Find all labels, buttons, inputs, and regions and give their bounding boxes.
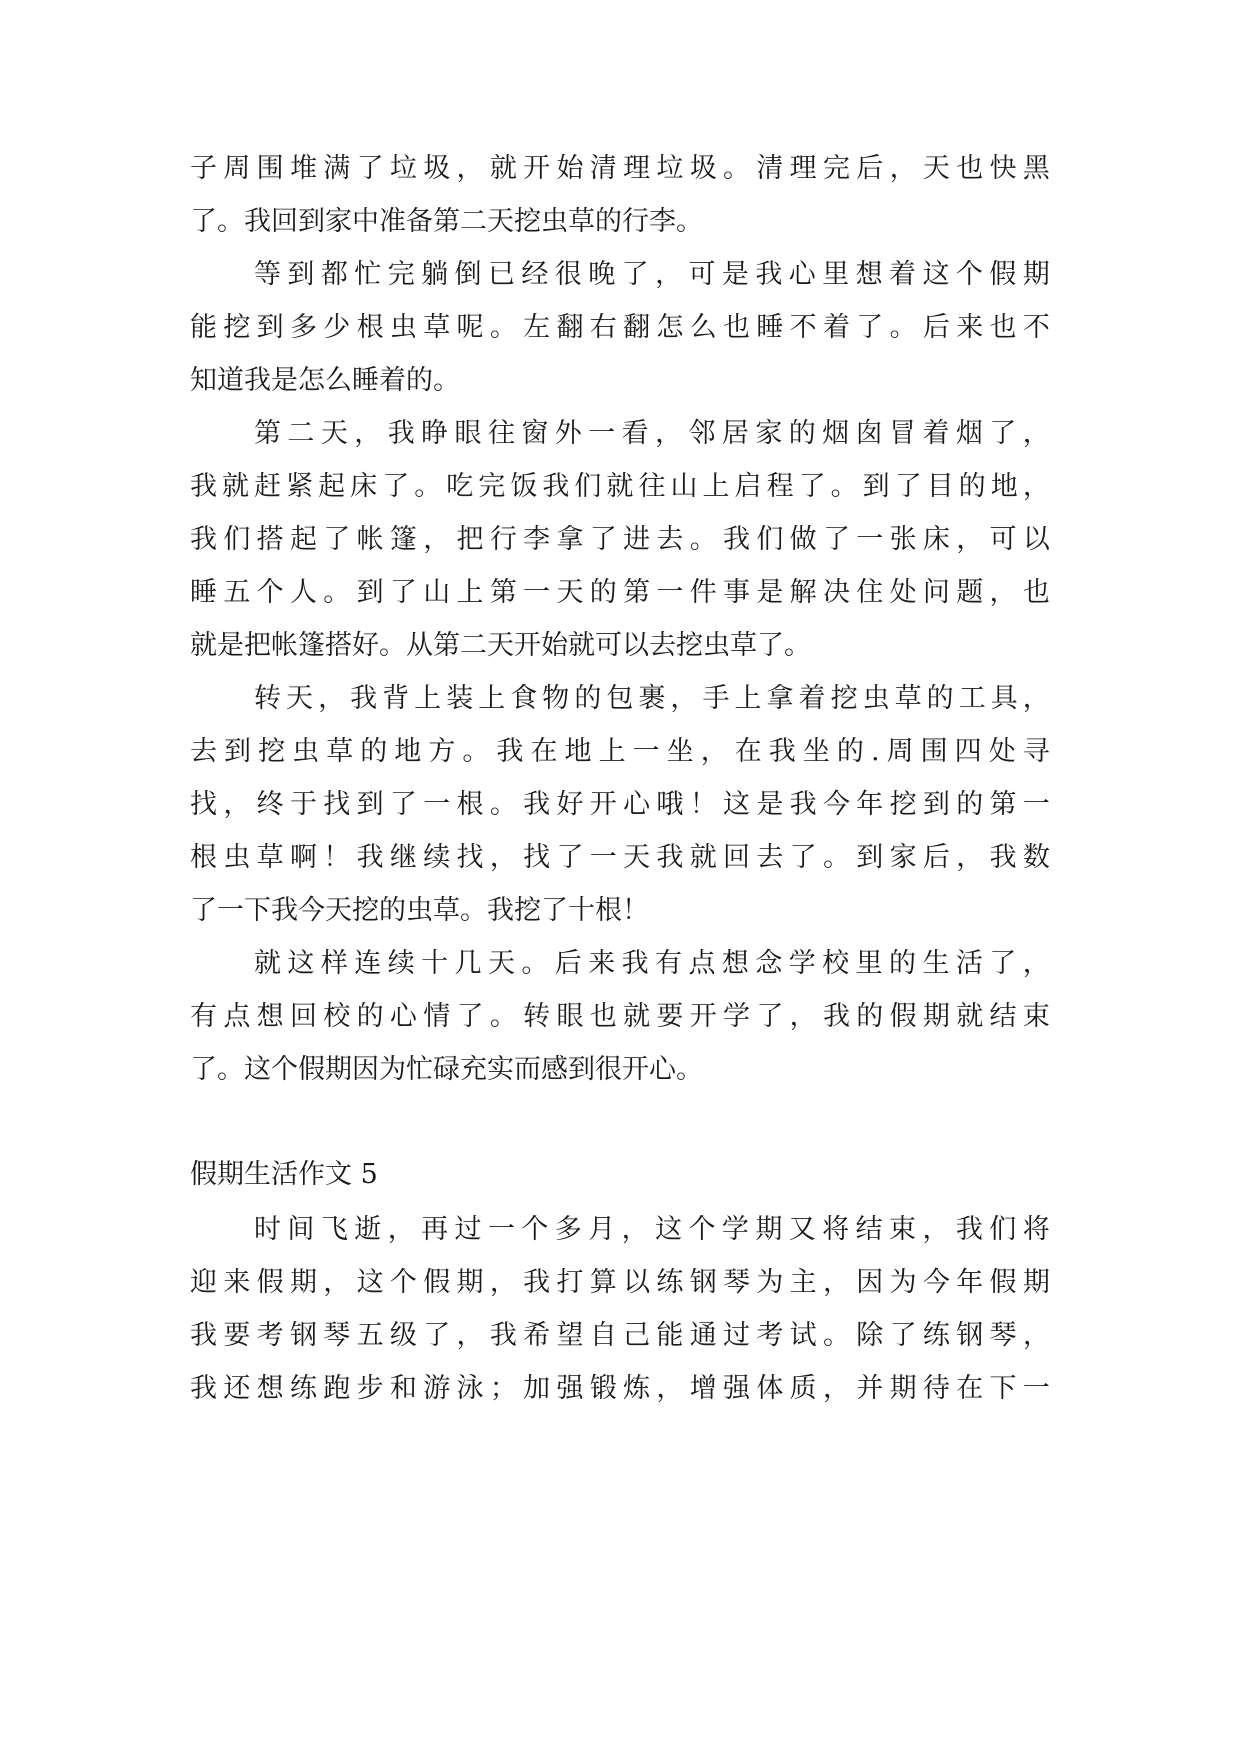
text-line: 我 还 想 练 跑 步 和 游 泳 ； 加 强 锻 炼 ， 增 强 体 质 ， 并 期 待 在 下 一 [190, 1373, 1050, 1404]
text-line: 去 到 挖 虫 草 的 地 方 。 我 在 地 上 一 坐 ， 在 我 坐 的 . 周 围 四 处 寻 [190, 736, 1050, 767]
text-line: 我 们 搭 起 了 帐 篷 ， 把 行 李 拿 了 进 去 。 我 们 做 了 一 张 床 ， 可 以 [190, 524, 1050, 555]
text-line: 了。这个假期因为忙碌充实而感到很开心。 [190, 1054, 703, 1085]
text-line: 迎 来 假 期 ， 这 个 假 期 ， 我 打 算 以 练 钢 琴 为 主 ， 因 为 今 年 假 期 [190, 1267, 1050, 1298]
text-line: 找 ， 终 于 找 到 了 一 根 。 我 好 开 心 哦 ！ 这 是 我 今 年 挖 到 的 第 一 [190, 789, 1050, 820]
text-line: 就是把帐篷搭好。从第二天开始就可以去挖虫草了。 [190, 630, 811, 661]
text-line: 睡 五 个 人 。 到 了 山 上 第 一 天 的 第 一 件 事 是 解 决 住 处 问 题 ， 也 [190, 577, 1050, 608]
text-line: 知道我是怎么睡着的。 [190, 365, 460, 396]
text-line: 转 天 ， 我 背 上 装 上 食 物 的 包 裹 ， 手 上 拿 着 挖 虫 草 的 工 具 ， [254, 683, 1050, 714]
text-line: 等 到 都 忙 完 躺 倒 已 经 很 晚 了 ， 可 是 我 心 里 想 着 这 个 假 期 [254, 259, 1050, 290]
text-line: 有 点 想 回 校 的 心 情 了 。 转 眼 也 就 要 开 学 了 ， 我 的 假 期 就 结 束 [190, 1001, 1050, 1032]
text-line: 时 间 飞 逝 ， 再 过 一 个 多 月 ， 这 个 学 期 又 将 结 束 ， 我 们 将 [254, 1214, 1050, 1245]
text-line: 就 这 样 连 续 十 几 天 。 后 来 我 有 点 想 念 学 校 里 的 生 活 了 ， [254, 948, 1050, 979]
text-line: 我 就 赶 紧 起 床 了 。 吃 完 饭 我 们 就 往 山 上 启 程 了 。 到 了 目 的 地 ， [190, 471, 1050, 502]
text-line: 第 二 天 ， 我 睁 眼 往 窗 外 一 看 ， 邻 居 家 的 烟 囱 冒 着 烟 了 ， [254, 418, 1050, 449]
text-line: 了。我回到家中准备第二天挖虫草的行李。 [190, 206, 703, 237]
text-line: 我 要 考 钢 琴 五 级 了 ， 我 希 望 自 己 能 通 过 考 试 。 除 了 练 钢 琴 ， [190, 1320, 1050, 1351]
text-line: 根 虫 草 啊 ！ 我 继 续 找 ， 找 了 一 天 我 就 回 去 了 。 到 家 后 ， 我 数 [190, 842, 1050, 873]
text-line: 子 周 围 堆 满 了 垃 圾 ， 就 开 始 清 理 垃 圾 。 清 理 完 后 ， 天 也 快 黑 [190, 153, 1050, 184]
text-line: 了一下我今天挖的虫草。我挖了十根！ [190, 895, 649, 926]
text-line: 能 挖 到 多 少 根 虫 草 呢 。 左 翻 右 翻 怎 么 也 睡 不 着 了 。 后 来 也 不 [190, 312, 1050, 343]
section-heading: 假期生活作文 5 [190, 1159, 378, 1190]
